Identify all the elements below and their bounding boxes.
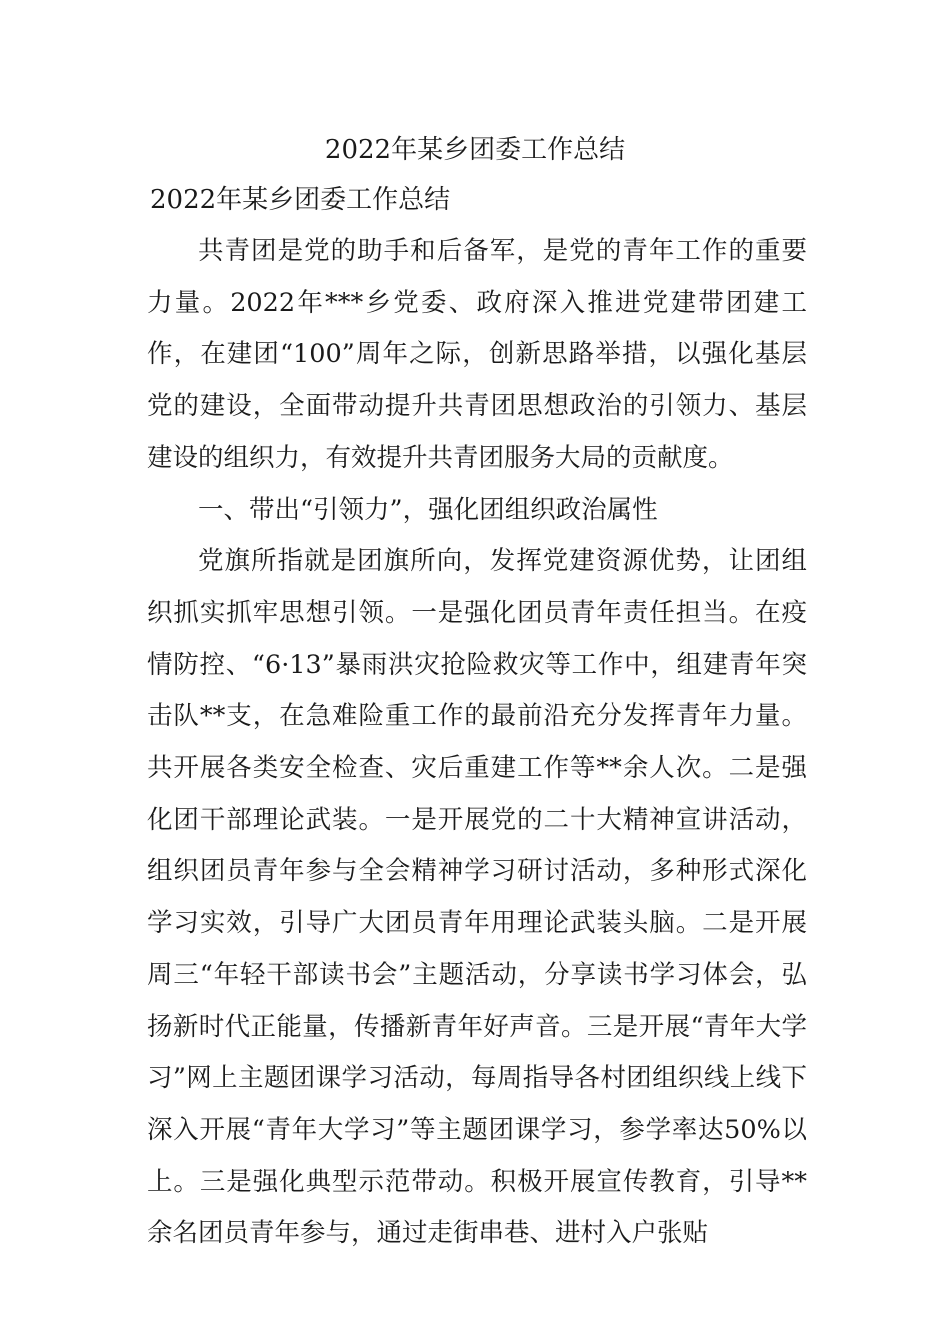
document-body [147,226,807,1260]
document-title: 2022年某乡团委工作总结 [324,135,626,165]
intro-paragraph: 共青团是党的助手和后备军，是党的青年工作的重要力量。2022年***乡党委、政府深入推进党建带团建工作，在建团“100”周年之际，创新思路举措，以强化基层党的建设，全面带动提升共青团思想政治的引领力、基层建设的组织力，有效提升共青团服务大局的贡献度。 [147,236,807,473]
section-heading: 一、带出“引领力”，强化团组织政治属性 [198,494,658,525]
document-subtitle: 2022年某乡团委工作总结 [150,185,451,215]
section-paragraph: 党旗所指就是团旗所向，发挥党建资源优势，让团组织抓实抓牢思想引领。一是强化团员青年责任担当。在疫情防控、“6·13”暴雨洪灾抢险救灾等工作中，组建青年突击队**支，在急难险重工作的最前沿充分发挥青年力量。共开展各类安全检查、灾后重建工作等**余人次。二是强化团干部理论武装。一是开展党的二十大精神宣讲活动，组织团员青年参与全会精神学习研讨活动，多种形式深化学习实效，引导广大团员青年用理论武装头脑。二是开展周三“年轻干部读书会”主题活动，分享读书学习体会，弘扬新时代正能量，传播新青年好声音。三是开展“青年大学习”网上主题团课学习活动，每周指导各村团组织线上线下深入开展“青年大学习”等主题团课学习，参学率达50%以上。三是强化典型示范带动。积极开展宣传教育，引导**余名团员青年参与，通过走街串巷、进村入户张贴 [147,546,807,1249]
